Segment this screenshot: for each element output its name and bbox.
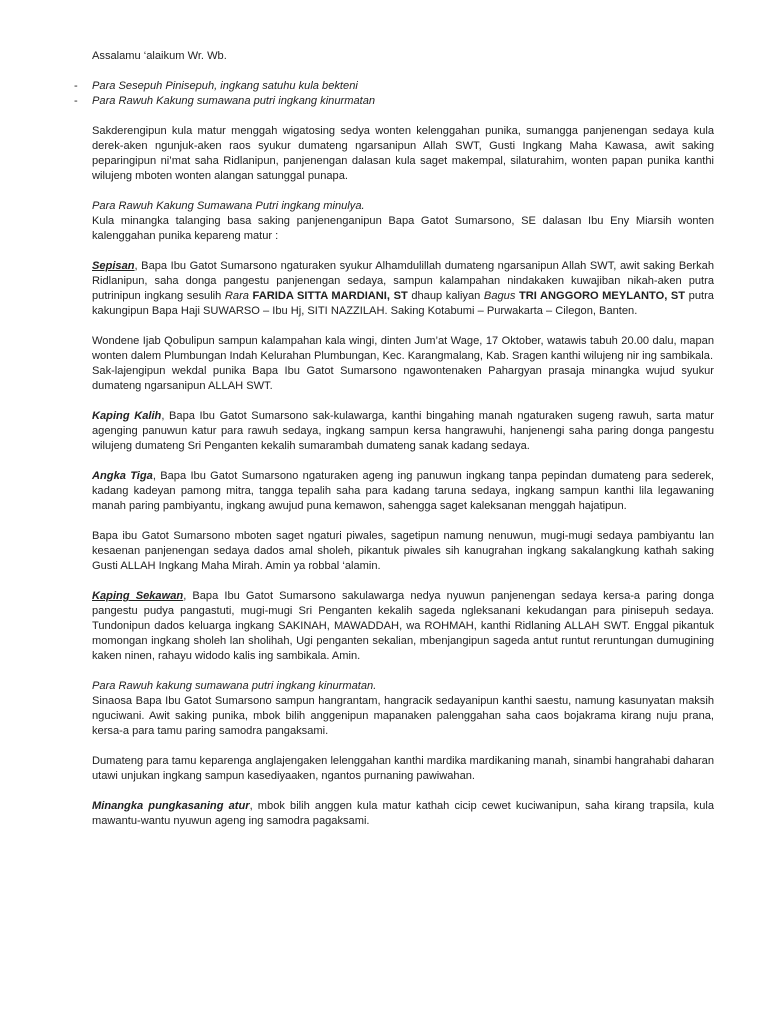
section-kaping-sekawan: Kaping Sekawan, Bapa Ibu Gatot Sumarsono sakulawarga nedya nyuwun panjenengan sedaya kersa-a paring donga pangestu pudya pangastuti, mugi-mugi Sri Penganten kekalih sageda ngleksanani kekudangan para pinisepuh sedaya. Tundonipun dados keluarga ingkang SAKINAH, MAWADDAH, wa ROHMAH, kanthi Ridlaning ALLAH SWT. Enggal pikantuk momongan ingkang sholeh lan sholihah, Ugi penganten sekalian, mbenjangipun sageda antut runtut reruntungan dumugining kaken ninen, rahayu widodo kalis ing sambikala. Amin. (92, 590, 714, 662)
list-dash: - (74, 80, 78, 92)
spacer (92, 454, 714, 469)
paragraph-ijab: Wondene Ijab Qobulipun sampun kalampahan kala wingi, dinten Jum’at Wage, 17 Oktober, watawis tabuh 20.00 dalu, mapan wonten dalem Plumbungan Indah Kelurahan Plumbungan, Kec. Karangmalang, Kab. Sragen kanthi wilujeng nir ing sambikala. (92, 335, 714, 362)
paragraph-apology: Sinaosa Bapa Ibu Gatot Sumarsono sampun hangrantam, hangracik sedayanipun kanthi saestu, namung kasunyatan maksih nguciwani. Awit saking punika, mbok bilih anggenipun mapanaken palenggahan saha caos bojakrama kirang nuju prana, kersa-a para tamu paring samodra pangaksami. (92, 695, 714, 737)
spacer (92, 739, 714, 754)
list-dash: - (74, 95, 78, 107)
section-label: Kaping Sekawan (92, 590, 184, 602)
section-closing: Minangka pungkasaning atur, mbok bilih anggen kula matur kathah cicip cewet kuciwanipun, saha kirang trapsila, kula mawantu-wantu nyuwun ageng ing samodra pagaksami. (92, 800, 714, 827)
list-item (74, 79, 714, 94)
speech-text (74, 49, 715, 829)
paragraph-pahargyan: Sak-lajengipun wekdal punika Bapa Ibu Gatot Sumarsono ngawontenaken Pahargyan prasaja minangka wujud syukur dumateng ngarsanipun ALLAH SWT. (92, 365, 714, 392)
section-label: Angka Tiga (92, 470, 153, 482)
spacer (92, 514, 714, 529)
spacer (92, 109, 714, 124)
section-label: Kaping Kalih (92, 410, 162, 422)
address-heading: Para Rawuh Kakung Sumawana Putri ingkang minulya. (92, 200, 365, 212)
address-heading-2: Para Rawuh kakung sumawana putri ingkang kinurmatan. (92, 680, 377, 692)
paragraph-invitation: Dumateng para tamu keparenga anglajengaken lelenggahan kanthi mardika mardikaning manah, sinambi hangrahabi daharan utawi unjukan ingkang sampun kasediyaaken, ngantos purnaning pawiwahan. (92, 755, 714, 782)
spacer (92, 184, 714, 199)
spacer (92, 664, 714, 679)
spacer (92, 64, 714, 79)
section-sepisan: Sepisan, Bapa Ibu Gatot Sumarsono ngaturaken syukur Alhamdulillah dumateng ngarsanipun Allah SWT, awit saking Berkah Ridlanipun, saha donga pangestu panjenengan sedaya, sampun kalampahan nindakaken kuwajiban nikah-aken putra putrinipun ingkang sesulih Rara FARIDA SITTA MARDIANI, ST dhaup kaliyan Bagus TRI ANGGORO MEYLANTO, ST putra kakungipun Bapa Haji SUWARSO – Ibu Hj, SITI NAZZILAH. Saking Kotabumi – Purwakarta – Cilegon, Banten. (92, 260, 714, 317)
section-label: Minangka pungkasaning atur (92, 800, 250, 812)
list-item-text: Para Sesepuh Pinisepuh, ingkang satuhu kula bekteni (92, 80, 358, 92)
list-item-text: Para Rawuh Kakung sumawana putri ingkang kinurmatan (92, 95, 376, 107)
spacer (92, 574, 714, 589)
groom-name: TRI ANGGORO MEYLANTO, ST (518, 290, 686, 302)
paragraph-opening: Sakderengipun kula matur menggah wigatosing sedya wonten kelenggahan punika, sumangga panjenengan sedaya kula derek-aken ngunjuk-aken raos syukur dumateng ngarsanipun Allah SWT, Gusti Ingkang Maha Kawasa, awit saking peparingipun ni’mat saha Ridlanipun, panjenengan dalasan kula saget makempal, silaturahim, wonten papan punika kanthi wilujeng mboten wonten alangan satunggal punapa. (92, 125, 714, 182)
paragraph-intro: Kula minangka talanging basa saking panjenenganipun Bapa Gatot Sumarsono, SE dalasan Ibu Eny Miarsih wonten kalenggahan punika kepareng matur : (92, 215, 714, 242)
spacer (92, 394, 714, 409)
paragraph-piwales: Bapa ibu Gatot Sumarsono mboten saget ngaturi piwales, sagetipun namung nenuwun, mugi-mugi sedaya pambiyantu lan kesaenan panjenengan sedaya dados amal sholeh, pikantuk piwales sih kanugrahan ingkang sakalangkung kathah saking Gusti ALLAH Ingkang Maha Mirah. Amin ya robbal ‘alamin. (92, 530, 714, 572)
spacer (92, 784, 714, 799)
bride-name: FARIDA SITTA MARDIANI, ST (252, 290, 408, 302)
section-kaping-kalih: Kaping Kalih, Bapa Ibu Gatot Sumarsono sak-kulawarga, kanthi bingahing manah ngaturaken sugeng rawuh, sarta matur agenging panuwun katur para rawuh sedaya, ingkang sampun kersa hangrawuhi, hanjenengi saha paring donga pangestu wilujeng dumateng Sri Penganten kekalih sumarambah dumateng sanak kadang sedaya. (92, 410, 714, 452)
section-label: Sepisan (92, 260, 135, 272)
spacer (92, 319, 714, 334)
spacer (92, 244, 714, 259)
greeting: Assalamu ‘alaikum Wr. Wb. (92, 50, 227, 62)
list-item (74, 94, 714, 109)
section-angka-tiga: Angka Tiga, Bapa Ibu Gatot Sumarsono ngaturaken ageng ing panuwun ingkang tanpa pepindan dumateng para sederek, kadang kadeyan pamong mitra, tangga tepalih saha para kadang taruna sedaya, ingkang sampun kanthi lila legawaning manah paring pambiyantu, ingkang awujud puna kemawon, sahengga saget kaleksanan menggah hajatipun. (92, 470, 715, 512)
